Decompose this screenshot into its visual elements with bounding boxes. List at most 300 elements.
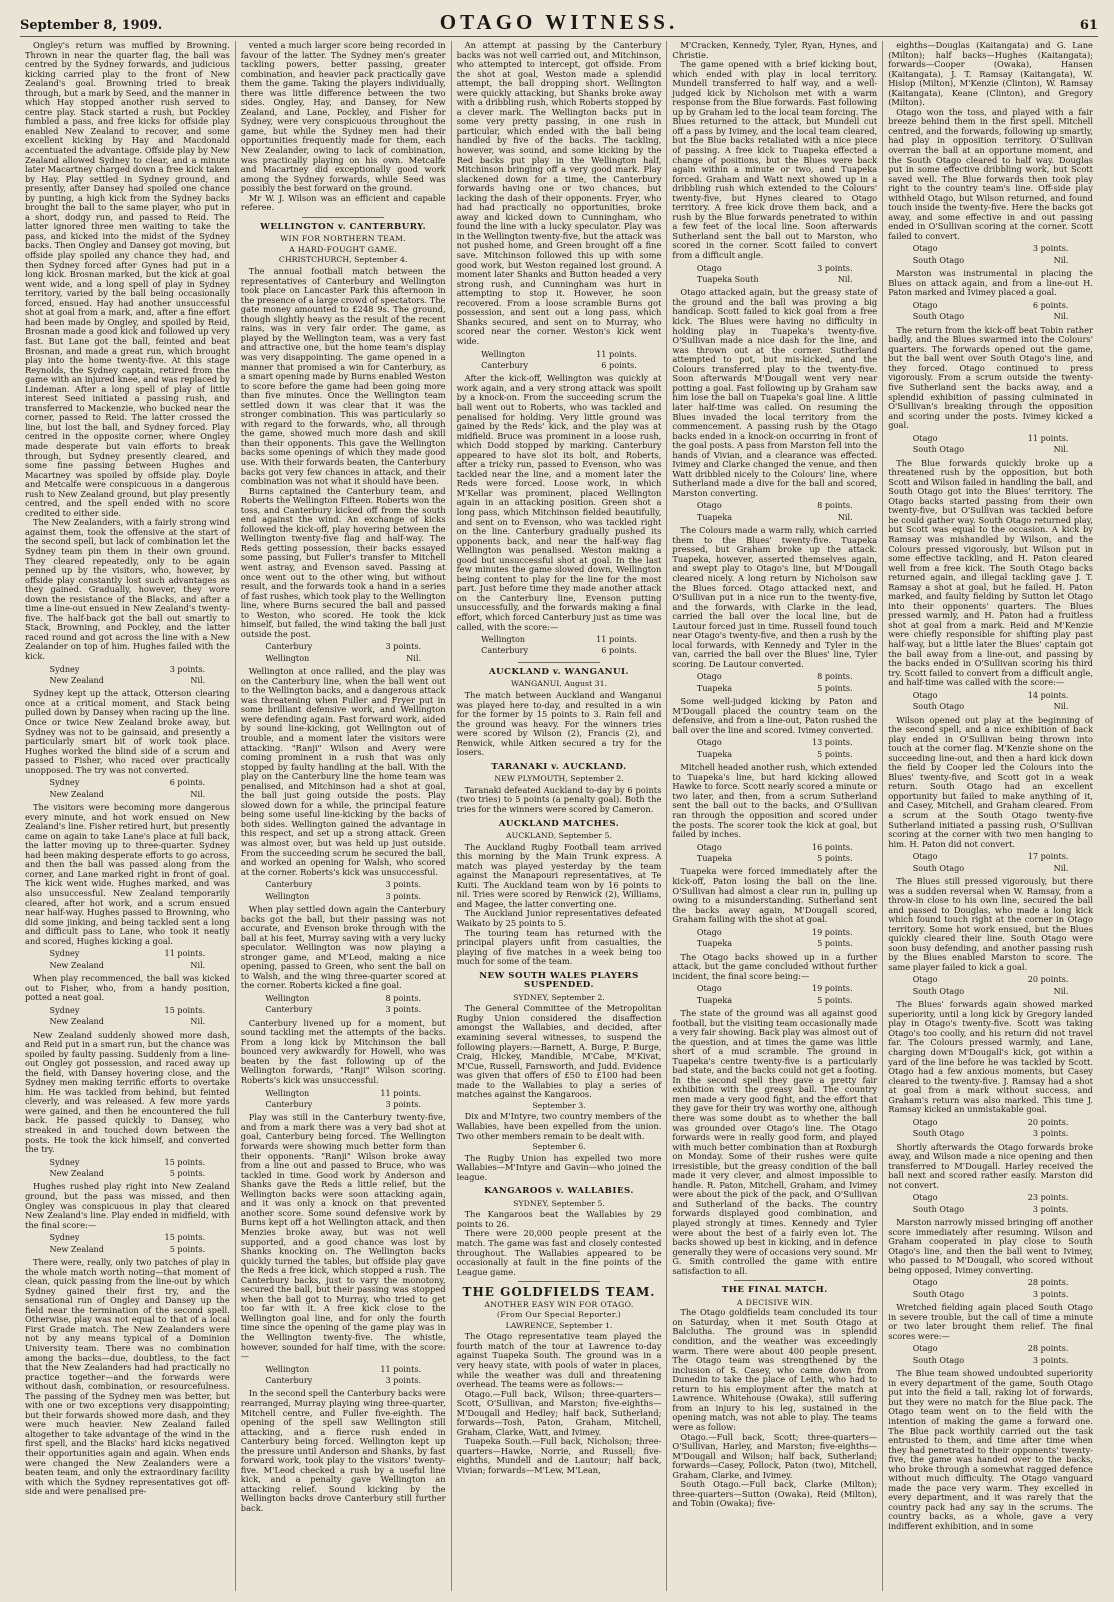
article-paragraph: Play was still in the Canterbury twenty-five, and from a mark there was a very bad shot at goal, Canterbury being forced. The Wellington forwards were showing much better form than their opponents. "Ranji" Wilson broke away from a line out and passed to Bruce, who was tackled in time. Good work by Anderson and Shanks gave the Reds a little relief, but the Wellington backs were soon attacking again, and it was only a knock on that prevented another score. Some sound defensive work by Burns kept off a hot Wellington attack, and then Menzies broke away, but was not well supported, and a good chance was lost by Shanks knocking on. The Wellington backs quickly turned the tables, but offside play gave the Reds a free kick, which stopped a rush. The Canterbury backs, just to vary the monotony, secured the ball, but their passing was stopped when the ball got to Murray, who tried to get too far with it. A free kick close to the Wellington goal line, and for only the fourth time since the opening of the game play was in the Wellington twenty-five. The whistle, however, sounded for half time, with the score:—: [240, 1112, 446, 1362]
score-row: [50, 961, 206, 970]
score-row: [913, 691, 1069, 700]
article-paragraph: The state of the ground was all against good football, but the visiting team occasionally made a very fair showing. Back play was almost out of the question, and at times the game was little short of a mud scramble. The ground in Tuapeka's centre twenty-five is a particularly bad state, and the backs could not get a footing. In the second spell they gave a pretty fair exhibition with the greasy ball. The country men made a very good fight, and the effort that they gave for their try was worthy one, although there was some doubt as to whether the ball was grounded over Otago's line. The Otago forwards were in really good form, and played with much better combination than at Roxburgh on Monday. Some of their rushes were quite irresistible, but the greasy condition of the ball made it very clever, and almost impossible to handle. R. Paton, Mitchell, Graham, and Ivimey were about the pick of the pack, and O'Sullivan and Sutherland of the backs. The country forwards displayed good combination, and played strongly at times. Kennedy and Tyler were about the best of a fairly even lot. The backs showed up best in kicking, and in defence generally they were of occasions very sound. Mr G. Smith controlled the game with entire satisfaction to all.: [672, 1007, 878, 1276]
score-row: [50, 1158, 206, 1167]
article-headline: NEW SOUTH WALES PLAYERS SUSPENDED.: [479, 970, 639, 991]
column-5: [883, 41, 1098, 1591]
article-paragraph: Shortly afterwards the Otago forwards broke away, and Wilson made a nice opening and then transferred to M'Dougall. Harley received the ball next and scored rather easily. Marston did not convert.: [888, 1141, 1093, 1190]
score-table: [695, 262, 855, 287]
team-name: Wellington: [265, 890, 310, 901]
article-paragraph: The Otago representative team played the fourth match of the tour at Lawrence to-day against Tuapeka South. The ground was in a very heavy state, with pools of water in places, while the weather was dull and threatening overhead. The teams were as follows:—: [456, 1331, 662, 1390]
score-row: [697, 854, 853, 863]
article-headline: WELLINGTON v. CANTERBURY.: [260, 221, 427, 232]
team-score: Nil.: [1053, 311, 1069, 322]
team-name: Canterbury: [481, 359, 529, 370]
team-score: 20 points.: [1027, 1116, 1069, 1127]
team-score: Nil.: [190, 1016, 206, 1027]
score-row: [50, 676, 206, 685]
score-table: [479, 348, 639, 373]
team-name: Otago: [696, 926, 722, 937]
dateline: NEW PLYMOUTH, September 2.: [494, 774, 624, 784]
team-score: 23 points.: [1027, 1192, 1069, 1203]
column-2: [236, 41, 452, 1591]
article-paragraph: There were, really, only two patches of play in the whole match worth noting—that moment of clean, quick passing from the line-out by which Sydney gained their first try, and the sensational run of Ongley and Dansey up the field near the termination of the second spell. Otherwise, play was not equal to that of a local First Grade match. The New Zealanders were not by any means typical of a Dominion University team. There was no combination among the backs—due, doubtless, to the fact that the New Zealanders had had practically no practice together—and the forwards were without dash, combination, or resourcefulness. The passing of the Sydney men was better, but with one or two exceptions very disappointing; but their forwards showed more dash, and they were much heavier. New Zealand failed altogether to take advantage of the wind in the first spell, and the Blacks' hard kicks negatived their opportunities again and again. When ends were changed the New Zealanders were a beaten team, and only the extraordinary facility with which the Sydney representatives got off-side and were penalised pre-: [25, 1257, 230, 1497]
score-row: [913, 1344, 1069, 1353]
article-paragraph: The New Zealanders, with a fairly strong wind against them, took the offensive at the start of the second spell, but lack of combination let the Sydney team pin them in their own ground. They cleared repeatedly, only to be again penned up by the visitors, who, however, by offside play constantly lost such advantages as they gained. Gradually, however, they wore down the resistance of the Blacks, and after a time a line-out ensued in New Zealand's twenty-five. The half-back got the ball out smartly to Stack, Browning, and Pockley, and the latter raced round and got across the line with a New Zealander on top of him. Hughes failed with the kick.: [25, 517, 230, 661]
team-score: 8 points.: [817, 671, 853, 682]
column-3: [452, 41, 668, 1591]
score-row: [481, 646, 637, 655]
team-name: New Zealand: [49, 1016, 104, 1027]
team-name: Wellington: [481, 634, 526, 645]
score-table: [911, 973, 1071, 998]
score-row: [697, 738, 853, 747]
article-paragraph: Wretched fielding again placed South Otago in severe trouble, but the call of time a minute or two later brought them relief. The final scores were:—: [888, 1302, 1093, 1341]
team-name: New Zealand: [49, 674, 104, 685]
score-row: [265, 1005, 421, 1014]
team-name: Tuapeka: [696, 994, 733, 1005]
score-row: [265, 1376, 421, 1385]
team-name: Sydney: [49, 948, 80, 959]
score-table: [911, 1191, 1071, 1216]
team-score: Nil.: [1053, 444, 1069, 455]
team-name: Otago: [696, 841, 722, 852]
dateline: CHRISTCHURCH, September 4.: [278, 255, 408, 265]
team-score: Nil.: [190, 674, 206, 685]
article-paragraph: The annual football match between the representatives of Canterbury and Wellington took place on Lancaster Park this afternoon in the presence of a large crowd of spectators. The gate money amounted to £248 9s. The ground, though slightly heavy as the result of the recent rains, was in very fair order. The game, as played by the Wellington team, was a very fast and attractive one, but the home team's display was very disappointing. The game opened in a manner that promised a win for Canterbury, as a smart opening made by Burns enabled Weston to score before the game had been going more than five minutes. Once the Wellington team settled down it was clear that it was the stronger combination. This was particularly so with regard to the forwards, who, all through the game, showed much more dash and skill than their opponents. This gave the Wellington backs some openings of which they made good use. With their forwards beaten, the Canterbury backs got very few chances in attack, and their combination was not what it should have been.: [240, 266, 446, 487]
article-paragraph: New Zealand suddenly showed more dash, and Reid put in a smart run, but the chance was spoiled by faulty passing. Suddenly from a line-out Ongley got possession, and raced away up the field, with Dansey hovering close, and the Sydney men making terrific efforts to overtake him. He was tackled from behind, but feinted cleverly, and was released. A few more yards were gained, and then he encountered the full back. He passed quickly to Dansey, who streaked in and touched down between the posts. He took the kick himself, and converted the try.: [25, 1029, 230, 1155]
score-row: [697, 984, 853, 993]
dateline: AUCKLAND, September 5.: [506, 831, 612, 841]
section-divider: [518, 662, 600, 663]
team-name: Tuapeka: [696, 853, 733, 864]
article-paragraph: The game opened with a brief kicking bout, which ended with play in local territory. Mundell transferred to half way, and a well-judged kick by Nicholson met with a warm response from the Blue forwards. Fast following up by Graham led to the local team forcing. The Blues returned to the attack, but Mundell cut off a pass by Ivimey, and the local team cleared, but the Blue backs retaliated with a nice piece of passing. A free kick to Tuapeka effected a change of positions, but the Blues were back again within a minute or two, and Tuapeka forced. Graham and Watt next showed up in a dribbling rush which extended to the Colours' twenty-five, but Hynes cleared to Otago territory. A free kick drove them back, and a rush by the Blue forwards penetrated to within a few feet of the local line. Soon afterwards Sutherland sent the ball out to Marston, who scored in the corner. Scott failed to convert from a difficult angle.: [672, 59, 878, 261]
score-row: [50, 1169, 206, 1178]
article-paragraph: Hughes rushed play right into New Zealand ground, but the pass was missed, and then Ongley was conspicuous in play that cleared New Zealand's line. Play ended in midfield, with the final score:—: [25, 1181, 230, 1230]
article-paragraph: The Otago goldfields team concluded its tour on Saturday, when it met South Otago at Balclutha. The ground was in splendid condition, and the weather was exceedingly warm. There were about 400 people present. The Otago team was strengthened by the inclusion of S. Casey, who came down from Dunedin to take the place of Leith, who had to return to his employment after the match at Lawrence. Whitehouse (Owaka), still suffering from an injury to his leg, sustained in the opening match, was not able to play. The teams were as follow:: [672, 1307, 878, 1432]
team-name: South Otago: [912, 1203, 965, 1214]
dateline: LAWRENCE, September 1.: [505, 1320, 613, 1330]
article-subheadline: WIN FOR NORTHERN TEAM.: [280, 234, 407, 244]
article-paragraph: Some well-judged kicking by Paton and M'Dougall placed the country team on the defensive, and from a line-out, Paton rushed the ball over the line and scored. Ivimey converted.: [672, 696, 878, 735]
dateline: SYDNEY, September 5.: [513, 1198, 605, 1208]
masthead: [20, 10, 1098, 37]
article-paragraph: After the kick-off, Wellington was quickly at work again, and a very strong attack was spoilt by a knock-on. From the succeeding scrum the ball went out to Roberts, who was tackled and penalised for holding. Very little ground was gained by the Reds' kick, and the play was at midfield. Bruce was prominent in a loose rush, which Dodd stopped by marking. Canterbury appeared to have slot its bolt, and Roberts, after a tricky run, passed to Evenson, who was tackled near the line, and a moment later the Reds were forced. Loose work, in which M'Kellar was prominent, placed Wellington again in an attacking position. Green shot a long pass, which Mitchinson fielded beautifully, and sent on to Evenson, who was tackled right on the line. Canterbury gradually pushed its opponents back, and near the half-way flag Wellington was penalised. Weston making a good but unsuccessful shot at goal. In the last few minutes the game slowed down, Wellington being content to play for the line for the most part. Just before time they made another attack on the Canterbury line, Evenson putting unsuccessfully, and the forwards making a final effort, which forced Canterbury just as time was called, with the score:—: [456, 373, 662, 632]
team-name: Otago: [912, 432, 938, 443]
article-paragraph: Canterbury livened up for a moment, but sound tackling met the attempts of the backs. From a long kick by Mitchinson the ball bounced very awkwardly for Howell, who was beaten by the fast following up of the Wellington forwards, "Ranji" Wilson scoring. Roberts's kick was unsuccessful.: [240, 1017, 446, 1086]
article-paragraph: Taranaki defeated Auckland to-day by 6 points (two tries) to 5 points (a penalty goal). Both the tries for the winners were scored by Cameron.: [456, 784, 662, 814]
score-row: [50, 949, 206, 958]
score-table: [695, 736, 855, 761]
article-paragraph: When play settled down again the Canterbury backs got the ball, but their passing was not accurate, and Evenson broke through with the ball at his feet, Murray saving with a very lucky speculator. Wellington was now playing a stronger game, and M'Leod, making a nice opening, passed to Green, who sent the ball on to Walsh, and the wing three-quarter scored at the corner. Roberts kicked a fine goal.: [240, 904, 446, 991]
article-headline: TARANAKI v. AUCKLAND.: [491, 761, 627, 772]
dateline: WANGANUI, August 31.: [510, 679, 608, 689]
team-name: South Otago: [912, 1128, 965, 1139]
score-row: [697, 939, 853, 948]
article-paragraph: There were 20,000 people present at the match. The game was fast and closely contested throughout. The Wallabies appeared to be occasionally at fault in the fine points of the League game.: [456, 1228, 662, 1277]
team-score: 6 points.: [1032, 299, 1069, 310]
page-number: 61: [1079, 18, 1098, 33]
team-name: Otago: [696, 983, 722, 994]
score-row: [265, 1365, 421, 1374]
score-row: [265, 994, 421, 1003]
score-row: [50, 1233, 206, 1242]
article-paragraph: Otago attacked again, but the greasy state of the ground and the ball was proving a big handicap. Scott failed to kick goal from a free kick. The Blues were having no difficulty in holding play in Tuapeka's twenty-five. O'Sullivan made a nice dash for the line, and was thrown out at the corner. Sutherland attempted to pot, but mis-kicked, and the Colours transferred play to the twenty-five. Soon afterwards M'Dougall went very near potting a goal. Fast following up by Graham saw him lose the ball on Tuapeka's goal line. A little later half-time was called. On resuming the Blues invaded the local territory from the commencement. A passing rush by the Otago backs ended in a knock-on occurring in front of the goal posts. A pass from Marston fell into the hands of Vivian, and a clearance was effected. Ivimey and Clarke changed the venue, and then Watt dribbled nicely to the Colours' line, where Sutherland made a dive for the ball and scored, Marston converting.: [672, 287, 878, 498]
score-table: [695, 499, 855, 524]
score-row: [913, 301, 1069, 310]
score-table: [911, 689, 1071, 714]
article-subheadline: (From Our Special Reporter.): [496, 1310, 622, 1320]
article-paragraph: Tuapeka were forced immediately after the kick-off, Paton losing the ball on the line. O'Sullivan had almost a clear run in, pulling up owing to a misunderstanding. Sutherland sent the backs away again, M'Dougall scored, Graham failing with the shot at goal.: [672, 866, 878, 925]
score-row: [265, 642, 421, 651]
score-row: [913, 1356, 1069, 1365]
article-headline: AUCKLAND MATCHES.: [498, 818, 620, 829]
score-row: [50, 778, 206, 787]
team-name: Otago: [912, 974, 938, 985]
score-table: [263, 878, 423, 903]
score-row: [697, 672, 853, 681]
article-paragraph: Mr W. J. Wilson was an efficient and capable referee.: [240, 192, 446, 213]
team-name: Otago: [912, 299, 938, 310]
team-name: New Zealand: [49, 1168, 104, 1179]
score-row: [697, 750, 853, 759]
article-paragraph: Dix and M'Intyre, two country members of the Wallabies, have been expelled from the union. Two other members remain to be dealt with.: [456, 1111, 662, 1141]
score-row: [481, 635, 637, 644]
team-score: 15 points.: [164, 1004, 206, 1015]
score-table: [911, 242, 1071, 267]
article-paragraph: The Blues still pressed vigorously, but there was a sudden reversal when W. Ramsay, from a throw-in close to his own line, secured the ball and passed to Douglas, who made a long kick which found touch right at the corner in Otago territory. Some hot work ensued, but the Blues quickly cleared their line. South Otago were soon busy defending, and another passing rush by the Blues enabled Marston to score. The same player failed to kick a goal.: [888, 875, 1093, 972]
score-row: [913, 987, 1069, 996]
team-score: 3 points.: [1032, 1354, 1069, 1365]
article-paragraph: Otago.—Full back, Scott; three-quarters—O'Sullivan, Harley, and Marston; five-eighths—M'Dougall and Wilson; half back, Sutherland; forwards—Casey, Pollock, Paton (two), Mitchell, Graham, Clarke, and Ivimey.: [672, 1431, 878, 1480]
team-name: Otago: [912, 1277, 938, 1288]
article-headline: THE FINAL MATCH.: [721, 1285, 828, 1296]
article-paragraph: Tuapeka South.—Full back, Nicholson; three-quarters—Hawke, Norrie, and Russell; five-eighths, Mundell and de Lautour; half back, Vivian; forwards—M'Lew, M'Lean,: [456, 1436, 662, 1475]
team-name: Tuapeka: [696, 748, 733, 759]
score-table: [911, 1342, 1071, 1367]
score-row: [913, 244, 1069, 253]
team-score: 20 points.: [1027, 974, 1069, 985]
article-paragraph: South Otago.—Full back, Clarke (Milton); three-quarters—Sutton (Owaka), Reid (Milton), and Tobin (Owaka); five-: [672, 1479, 878, 1509]
article-paragraph: Sydney kept up the attack, Otterson clearing once at a critical moment, and Stack being pulled down by Dansey when racing up the line. Once or twice New Zealand broke away, but Sydney was not to be gainsaid, and presently a particularly smart bit of work took place. Hughes worked the blind side of a scrum and passed to Fisher, who raced over practically unopposed. The try was not converted.: [25, 688, 230, 775]
article-paragraph: vented a much larger score being recorded in favour of the latter. The Sydney men's greater tackling powers, better passing, greater combination, and heavier pack practically gave them the game. Taking the players individually, there was little difference between the two sides. Ongley, Hay, and Dansey, for New Zealand, and Lane, Pockley, and Fisher for Sydney, were very conspicuous throughout the game, but while the Sydney men had their opportunities frequently made for them, each New Zealander, owing to lack of combination, was practically playing on his own. Metcalfe and Macartney did exceptionally good work among the Sydney forwards, while Seed was possibly the best forward on the ground.: [240, 41, 446, 194]
score-row: [913, 445, 1069, 454]
score-table: [479, 633, 639, 658]
score-row: [913, 852, 1069, 861]
score-row: [913, 312, 1069, 321]
team-score: 8 points.: [817, 500, 853, 511]
article-paragraph: The match between Auckland and Wanganui was played here to-day, and resulted in a win for the former by 15 points to 3. Rain fell and the ground was heavy. For the winners tries were scored by Wilson (2), Francis (2), and Renwick, while Aitken secured a try for the losers.: [456, 689, 662, 758]
score-row: [913, 975, 1069, 984]
article-subheadline: A DECISIVE WIN.: [736, 1297, 813, 1307]
team-name: South Otago: [912, 862, 965, 873]
team-name: Wellington: [265, 652, 310, 663]
team-score: 3 points.: [385, 1098, 422, 1109]
article-paragraph: Wellington at once rallied, and the play was on the Canterbury line, when the ball went out to the Wellington backs, and a dangerous attack was threatening when Fuller and Fryer put in some brilliant defensive work, and Wellington were defending again. Fast forward work, aided by sound line-kicking, got Wellington out of trouble, and a moment later the visitors were attacking. "Ranji" Wilson and Avery were coming prominent in a rush that was only stopped by faulty handling at the ball. With the play on the Canterbury line the home team was penalised, and Mitchinson had a shot at goal, the ball just going outside the posts. Play slowed down for a while, the principal feature being some useful line-kicking by the backs of both sides. Wellington gained the advantage in this respect, and set up a strong attack. Green was almost over, but was held up just outside. From the succeeding scrum he secured the ball, and worked an opening for Walsh, who scored at the corner. Roberts's kick was unsuccessful.: [240, 666, 446, 877]
section-divider: [518, 1281, 600, 1282]
team-name: Sydney: [49, 1156, 80, 1167]
team-name: Wellington: [265, 1087, 310, 1098]
newspaper-title: OTAGO WITNESS.: [439, 10, 679, 34]
score-row: [913, 1193, 1069, 1202]
score-table: [48, 663, 208, 688]
column-4: [667, 41, 883, 1591]
team-score: 8 points.: [385, 992, 422, 1003]
team-score: 3 points.: [385, 641, 422, 652]
score-table: [48, 947, 208, 972]
section-divider: [734, 1280, 816, 1281]
article-paragraph: An attempt at passing by the Canterbury backs was not well carried out, and Mitchinson, who attempted to intercept, got offside. From the shot at goal, Weston made a splendid attempt, the ball dropping short. Wellington were quickly attacking, but Shanks broke away with a dribbling rush, which Roberts stopped by a clever mark. The Wellington backs put in some very pretty passing, in one rush in particular, which ended with the ball being handled by five of the backs. The tackling, however, was sound, and some kicking by the Red backs put play in the Wellington half, Mitchinson bringing off a very good mark. Play slackened down for a time, the Canterbury forwards having one or two chances, but lacking the dash of their opponents. Fryer, who had had practically no opportunities, broke away and kicked down to Cunningham, who found the line with a lucky speculator. Play was in the Wellington twenty-five, but the attack was not pushed home, and Green brought off a fine save. Mitchinson followed this up with some good work, but Weston regained lost ground. A moment later Shanks and Button headed a very strong rush, and Cunningham was hurt in attempting to stop it. However, he soon recovered. From a loose scramble Burns got possession, and sent out a long pass, which Shanks secured, and sent on to Murray, who scored near the corner. Weston's kick went wide.: [456, 41, 662, 346]
article-paragraph: The Blues' forwards again showed marked superiority, until a long kick by Gregory landed play in Otago's twenty-five. Scott was taking Otago's too coolly, and his return did not travel far. The Colours pressed warmly, and Lane, charging down M'Dougall's kick, got within a yard of the line before he was tackled by Scott. Otago had a few anxious moments, but Casey cleared to the twenty-five. J. Ramsay had a shot at goal from a mark without success, and Graham's return was also marked. This time J. Ramsay kicked an unmistakable goal.: [888, 999, 1093, 1115]
score-table: [48, 1004, 208, 1029]
article-paragraph: Otago.—Full back, Wilson; three-quarters—Scott, O'Sullivan, and Marston; five-eighths—M'Dougall and Hedley; half back, Sutherland; forwards—Tosh, Paton, Graham, Mitchell, Graham, Clarke, Watt, and Ivimey.: [456, 1388, 662, 1437]
article-paragraph: Wilson opened out play at the beginning of the second spell, and a nice exhibition of back play ended in O'Sullivan being thrown into touch at the corner flag. M'Kenzie shone on the succeeding line-out, and then a hard kick down the field by Cooper led the Colours into the Blues' twenty-five, and Scott got in a weak return. South Otago had an excellent opportunity but failed to make anything of it, and Casey, Mitchell, and Graham cleared. From a scrum at the South Otago twenty-five Sutherland initiated a passing rush, O'Sullivan scoring at the corner with two men hanging to him. H. Paton did not convert.: [888, 714, 1093, 849]
article-paragraph: Marston narrowly missed bringing off another score immediately after resuming. Wilson and Graham cooperated in play close to South Otago's line, and then the ball went to Ivimey, who passed to M'Dougall, who scored without being opposed, Ivimey converting.: [888, 1217, 1093, 1275]
team-name: Tuapeka South: [696, 273, 759, 284]
team-score: 3 points.: [385, 879, 422, 890]
team-score: 5 points.: [817, 853, 853, 864]
article-paragraph: The Auckland Rugby Football team arrived this morning by the Main Trunk express. A match was played yesterday by the team against the Manapouri representatives, at Te Kuiti. The Auckland team won by 16 points to nil. Tries were scored by Renwick (2), Williams, and Magee, the latter converting one.: [456, 841, 662, 909]
score-table: [263, 1363, 423, 1388]
team-score: 11 points.: [380, 1363, 422, 1374]
team-score: 6 points.: [601, 359, 637, 370]
team-score: 3 points.: [1032, 1128, 1069, 1139]
team-score: 6 points.: [601, 645, 637, 656]
article-paragraph: Mitchell headed another rush, which extended to Tuapeka's line, but hard kicking allowed Hawke to force. Scott nearly scored a minute or two later, and then, from a scrum Sutherland sent the ball out to the backs, and O'Sullivan ran through the opposition and scored under the posts. The scorer took the kick at goal, but failed by inches.: [672, 762, 878, 840]
team-name: Otago: [912, 1192, 938, 1203]
team-name: Canterbury: [265, 1004, 313, 1015]
team-name: Otago: [912, 851, 938, 862]
score-row: [481, 350, 637, 359]
team-score: 28 points.: [1027, 1343, 1069, 1354]
team-name: Otago: [696, 737, 722, 748]
team-name: Canterbury: [481, 645, 529, 656]
team-name: Otago: [696, 262, 722, 273]
score-row: [913, 1278, 1069, 1287]
article-paragraph: The Auckland Junior representatives defeated Waikato by 25 points to 5.: [456, 908, 662, 929]
article-columns: [20, 41, 1098, 1591]
score-row: [481, 361, 637, 370]
score-row: [913, 864, 1069, 873]
team-score: 3 points.: [817, 262, 853, 273]
team-name: Tuapeka: [696, 682, 733, 693]
team-name: Sydney: [49, 663, 80, 674]
team-name: Otago: [696, 500, 722, 511]
team-score: 15 points.: [164, 1156, 206, 1167]
score-row: [50, 790, 206, 799]
article-headline: AUCKLAND v. WANGANUI.: [488, 666, 630, 677]
team-score: 28 points.: [1027, 1277, 1069, 1288]
team-score: 15 points.: [164, 1232, 206, 1243]
score-table: [263, 640, 423, 665]
score-row: [697, 275, 853, 284]
score-row: [697, 513, 853, 522]
score-table: [695, 926, 855, 951]
article-paragraph: In the second spell the Canterbury backs were rearranged, Murray playing wing three-quarter, Mitchell centre, and Fuller five-eighth. The opening of the spell saw Wellington still attacking, and a fierce rush ended in Canterbury being forced. Wellington kept up the pressure until Anderson and Shanks, by fast forward work, took play to the visitors' twenty-five. M'Leod checked a rush by a useful line kick, and a penalty gave Wellington an attacking relief. Sound kicking by the Wellington backs drove Canterbury still further back.: [240, 1388, 446, 1513]
team-score: Nil.: [837, 273, 853, 284]
article-paragraph: eighths—Douglas (Kaitangata) and G. Lane (Milton); half backs—Hughes (Kaitangata); forwards—Cooper (Owaka), Hansen (Kaitangata), J. T. Ramsay (Kaitangata), W. Hislop (Milton), M'Kenzie (Clinton), W. Ramsay (Kaitangata), Keane (Clinton), and Gregory (Milton).: [888, 41, 1093, 108]
team-score: 17 points.: [1027, 851, 1069, 862]
score-row: [697, 996, 853, 1005]
team-score: 5 points.: [817, 994, 853, 1005]
team-score: 3 points.: [1032, 243, 1069, 254]
team-score: Nil.: [1053, 985, 1069, 996]
team-name: Canterbury: [265, 1098, 313, 1109]
score-table: [911, 1116, 1071, 1141]
team-name: South Otago: [912, 1288, 965, 1299]
team-score: 11 points.: [596, 634, 637, 645]
dateline: September 3.: [532, 1100, 586, 1110]
team-score: Nil.: [1053, 701, 1069, 712]
score-row: [697, 928, 853, 937]
team-name: Wellington: [481, 348, 526, 359]
article-subheadline: ANOTHER EASY WIN FOR OTAGO.: [484, 1299, 634, 1309]
team-name: Sydney: [49, 1004, 80, 1015]
team-score: 19 points.: [811, 983, 853, 994]
score-table: [48, 776, 208, 801]
team-name: Tuapeka: [696, 511, 733, 522]
team-score: 5 points.: [169, 1243, 206, 1254]
score-table: [695, 982, 855, 1007]
team-name: Otago: [912, 689, 938, 700]
team-name: Tuapeka: [696, 938, 733, 949]
team-name: New Zealand: [49, 788, 104, 799]
team-score: 3 points.: [385, 1375, 422, 1386]
score-table: [911, 850, 1071, 875]
score-table: [263, 1087, 423, 1112]
team-name: South Otago: [912, 985, 965, 996]
article-paragraph: The General Committee of the Metropolitan Rugby Union considered the disaffection amongst the Wallabies, and decided, after examining several witnesses, to suspend the following players:—Barnett, A. Burge, P. Burge, Craig, Hickey, Mandible, M'Cabe, M'Kivat, M'Cue, Russell, Farnsworth, and Judd. Evidence was given that offers of £50 to £100 had been made to the Wallabies to play a series of matches against the Kangaroos.: [456, 1003, 662, 1100]
team-score: 13 points.: [811, 737, 853, 748]
team-score: Nil.: [406, 652, 422, 663]
article-paragraph: The Blue forwards quickly broke up a threatened rush by the opposition, but both Scott and Wilson failed in handling the ball, and South Otago got into the Blues' territory. The Otago backs started passing from their own twenty-five, but O'Sullivan was tackled before he could gather way. South Otago returned play, but Scott was equal to the occasion. A kick by Ramsay was mishandled by Wilson, and the Colours pressed vigorously, but Wilson put in some effective tackling, and H. Paton cleared well from a free kick. The South Otago backs returned again, and illegal tackling gave J. T. Ramsay a shot at goal, but he failed. H. Paton marked, and faulty fielding by Sutton let Otago into their opponents' quarters. The Blues pressed warmly, and H. Paton had a fruitless shot at goal from a mark. Reid and M'Kenzie were chiefly responsible for shifting play past half-way, but a little later the Blues' captain got the ball away from a line-out, and passing by the backs ended in O'Sullivan scoring his third try. Scott failed to convert from a difficult angle, and half-time was called with the score:—: [888, 457, 1093, 688]
article-paragraph: Ongley's return was muffled by Browning. Thrown in near the quarter flag, the ball was centred by the Sydney forwards, and judicious kicking carried play to the front of New Zealand's goal. Browning tried to break through, but a mark by Seed, and the manner in which Hay stopped another rush served to centre play. Stack started a rush, but Pockley fumbled a pass, and free kicks for offside play enabled New Zealand to recover, and some excellent kicking by Hay and Macdonald accentuated the advantage. Offside play by New Zealand allowed Sydney to clear, and a minute later Macartney charged down a free kick taken by Hay. Play settled in Sydney ground, and presently, after Dansey had spoiled one chance by punting, a high kick from the Sydney backs brought the ball to the same player, who put in a short, dodgy run, and passed to Reid. The latter ignored three men waiting to take the pass, and kicked into the midst of the Sydney backs. Then Ongley and Dansey got moving, but offside play spoiled any chance they had, and then Sydney forced after Gynes had put in a long kick. Brosnan marked, but the kick at goal went wide, and a long spell of play in Sydney territory, varied by the ball being occasionally forced, ensued. Hay had another unsuccessful shot at goal from a mark, and, after a fine effort had been made by Ongley, and spoiled by Reid, Brosnan made a good kick and followed up very fast. But Lane got the ball, feinted and beat Brosnan, and made a great run, which brought play into the home twenty-five. At this stage Reynolds, the Sydney captain, retired from the game with an injured knee, and was replaced by Lindeman. After a long spell of play of little interest Seed initiated a passing rush, and transferred to Mackenzie, who bucked near the corner, passed to Reid. The latter crossed the line, but lost the ball, and Sydney forced. Play centred in the opposite corner, where Ongley made desperate but vain efforts to break through, but Sydney presently cleared, and some fine passing between Hughes and Macartney was spoiled by offside play. Doyle and Metcalfe were conspicuous in a dangerous rush to New Zealand ground, but play presently centred, and the spell ended with no score credited to either side.: [25, 41, 230, 518]
team-name: South Otago: [912, 254, 965, 265]
team-score: 11 points.: [1027, 432, 1069, 443]
team-name: Otago: [912, 1343, 938, 1354]
score-row: [50, 1245, 206, 1254]
article-paragraph: The Rugby Union has expelled two more Wallabies—M'Intyre and Gavin—who joined the league.: [456, 1152, 662, 1182]
team-score: Nil.: [1053, 862, 1069, 873]
team-score: 19 points.: [811, 926, 853, 937]
article-paragraph: The Colours made a warm rally, which carried them to the Blues' twenty-five. Tuapeka pressed, but Graham broke up the attack. Tuapeka, however, asserted themselves again, and swept play to Otago's line, but M'Dougall cleared nicely. A long return by Nicholson saw the Blues forced. Otago attacked next, and O'Sullivan put in a nice run to the twenty-five, and the forwards, with Clarke in the lead, carried the ball over the local line, but de Lautour forced just in time. Russell found touch near Otago's twenty-five, and then a rush by the local forwards, with Kennedy and Tyler in the van, carried the ball over the Blues' line, Tyler scoring. De Lautour converted.: [672, 525, 878, 669]
score-row: [697, 684, 853, 693]
team-name: Otago: [912, 1116, 938, 1127]
team-name: South Otago: [912, 444, 965, 455]
article-paragraph: Burns captained the Canterbury team, and Roberts the Wellington Fifteen. Roberts won the toss, and Canterbury kicked off from the south end against the wind. An exchange of kicks followed the kick-off, play hovering between the Wellington twenty-five flag and half-way. The Reds getting possession, their backs essayed some passing, but Fuller's transfer to Mitchell went astray, and Evenson saved. Passing at once went out to the other wing, but without result, and the forwards took a hand in a series of fast rushes, which took play to the Wellington line, where Burns secured the ball and passed to Weston, who scored. He took the kick himself, but failed, the wind taking the ball just outside the post.: [240, 485, 446, 639]
team-score: 5 points.: [817, 748, 853, 759]
article-paragraph: The Otago backs showed up in a further attack, but the game concluded without further incident, the final score being:—: [672, 951, 878, 981]
team-score: 3 points.: [385, 890, 422, 901]
score-table: [695, 841, 855, 866]
team-score: 3 points.: [385, 1004, 422, 1015]
team-name: Canterbury: [265, 879, 313, 890]
team-score: 16 points.: [811, 841, 853, 852]
article-paragraph: The visitors were becoming more dangerous every minute, and hot work ensued on New Zealand's line. Fisher retired hurt, but presently came on again to take Lane's place at full back, the latter moving up to three-quarter. Sydney had been making desperate efforts to go across, and then the ball was passed along from the corner, and Lane marked right in front of goal. The kick went wide. Hughes marked, and was also unsuccessful. New Zealand temporarily cleared, after hot work, and a scrum ensued near half-way. Hughes passed to Browning, who did some jinking, and being tackled sent a long and difficult pass to Lane, who took it neatly and scored, Hughes kicking a goal.: [25, 802, 230, 946]
team-name: Wellington: [265, 992, 310, 1003]
article-subheadline: A HARD-FOUGHT GAME.: [289, 244, 398, 254]
team-name: New Zealand: [49, 959, 104, 970]
score-row: [50, 1006, 206, 1015]
score-row: [265, 892, 421, 901]
team-score: 5 points.: [817, 682, 853, 693]
score-table: [48, 1231, 208, 1256]
team-score: Nil.: [190, 959, 206, 970]
score-row: [913, 256, 1069, 265]
section-headline: THE GOLDFIELDS TEAM.: [462, 1285, 656, 1300]
dateline: SYDNEY, September 2.: [513, 992, 605, 1002]
score-row: [913, 434, 1069, 443]
team-score: 3 points.: [1032, 1203, 1069, 1214]
score-row: [265, 1089, 421, 1098]
article-paragraph: When play recommenced, the ball was kicked out to Fisher, who, from a handy position, potted a neat goal.: [25, 973, 230, 1003]
team-name: Sydney: [49, 777, 80, 788]
score-row: [697, 501, 853, 510]
team-name: Otago: [912, 243, 938, 254]
team-score: 11 points.: [596, 348, 637, 359]
article-paragraph: The touring team has returned with the principal players unfit from casualties, the playing of five matches in a week being too much for some of the team.: [456, 927, 662, 967]
score-table: [911, 432, 1071, 457]
team-name: New Zealand: [49, 1243, 104, 1254]
article-paragraph: Otago won the toss, and played with a fair breeze behind them in the first spell. Mitchell centred, and the forwards, following up smartly, had play in opposition territory. O'Sullivan overran the ball at an opportune moment, and the South Otago cleared to half way. Douglas put in some effective dribbling work, but Scott saved well. The Blue forwards then took play right to the country team's line. Off-side play withheld Otago, but Wilson returned, and found touch inside the twenty-five. Here the backs got away, and some effective in and out passing ended in O'Sullivan scoring at the corner. Scott failed to convert.: [888, 106, 1093, 241]
score-row: [913, 1118, 1069, 1127]
score-table: [911, 299, 1071, 324]
article-paragraph: The return from the kick-off beat Tobin rather badly, and the Blues swarmed into the Colours' quarters. The forwards opened out the game, but the ball went over South Otago's line, and they forced. Otago continued to press vigorously. From a scrum outside the twenty-five Sutherland sent the backs away, and a splendid exhibition of passing culminated in O'Sullivan's breaking through the opposition and scoring under the posts. Ivimey kicked a goal.: [888, 324, 1093, 431]
score-table: [263, 992, 423, 1017]
article-paragraph: The Blue team showed undoubted superiority in every department of the game, South Otago put into the field a tall, raking lot of forwards, but they were no match for the Blue pack. The Otago team went on to the field with the intention of making the game a forward one. The Blue pack worthily carried out the task entrusted to them, and time after time when they had penetrated to their opponents' twenty-five, the game was handed over to the backs, who broke through a somewhat ragged defence without much difficulty. The Otago vanguard made the pace very warm. They excelled in every department, and it was rarely that the country pack had any say in the scrums. The country backs, as a whole, gave a very indifferent exhibition, and in some: [888, 1368, 1093, 1532]
score-row: [697, 843, 853, 852]
score-row: [913, 702, 1069, 711]
team-score: 14 points.: [1027, 689, 1069, 700]
score-row: [697, 264, 853, 273]
article-headline: KANGAROOS v. WALLABIES.: [484, 1186, 634, 1197]
column-1: [20, 41, 236, 1591]
team-name: Canterbury: [265, 641, 313, 652]
team-score: 5 points.: [169, 1168, 206, 1179]
section-divider: [302, 217, 384, 218]
article-paragraph: M'Cracken, Kennedy, Tyler, Ryan, Hynes, and Christie.: [672, 41, 878, 60]
team-score: 11 points.: [380, 1087, 422, 1098]
score-table: [48, 1156, 208, 1181]
team-name: South Otago: [912, 1354, 965, 1365]
score-row: [265, 1100, 421, 1109]
dateline: September 6.: [532, 1142, 586, 1152]
team-name: Wellington: [265, 1363, 310, 1374]
issue-date: September 8, 1909.: [20, 18, 163, 33]
team-score: 3 points.: [1032, 1288, 1069, 1299]
team-name: Canterbury: [265, 1375, 313, 1386]
team-score: 11 points.: [164, 948, 206, 959]
score-row: [913, 1290, 1069, 1299]
team-name: South Otago: [912, 311, 965, 322]
team-score: Nil.: [1053, 254, 1069, 265]
team-score: 5 points.: [817, 938, 853, 949]
score-row: [50, 665, 206, 674]
team-score: 6 points.: [169, 777, 206, 788]
score-table: [695, 670, 855, 695]
article-paragraph: The Kangaroos beat the Wallabies by 29 points to 26.: [456, 1209, 662, 1229]
score-table: [911, 1276, 1071, 1301]
score-row: [265, 654, 421, 663]
score-row: [913, 1205, 1069, 1214]
score-row: [913, 1129, 1069, 1138]
team-score: 3 points.: [169, 663, 206, 674]
team-name: Sydney: [49, 1232, 80, 1243]
team-name: Otago: [696, 671, 722, 682]
score-row: [265, 880, 421, 889]
team-name: South Otago: [912, 701, 965, 712]
article-paragraph: Marston was instrumental in placing the Blues on attack again, and from a line-out H. Paton marked and Ivimey placed a goal.: [888, 268, 1093, 298]
team-score: Nil.: [837, 511, 853, 522]
